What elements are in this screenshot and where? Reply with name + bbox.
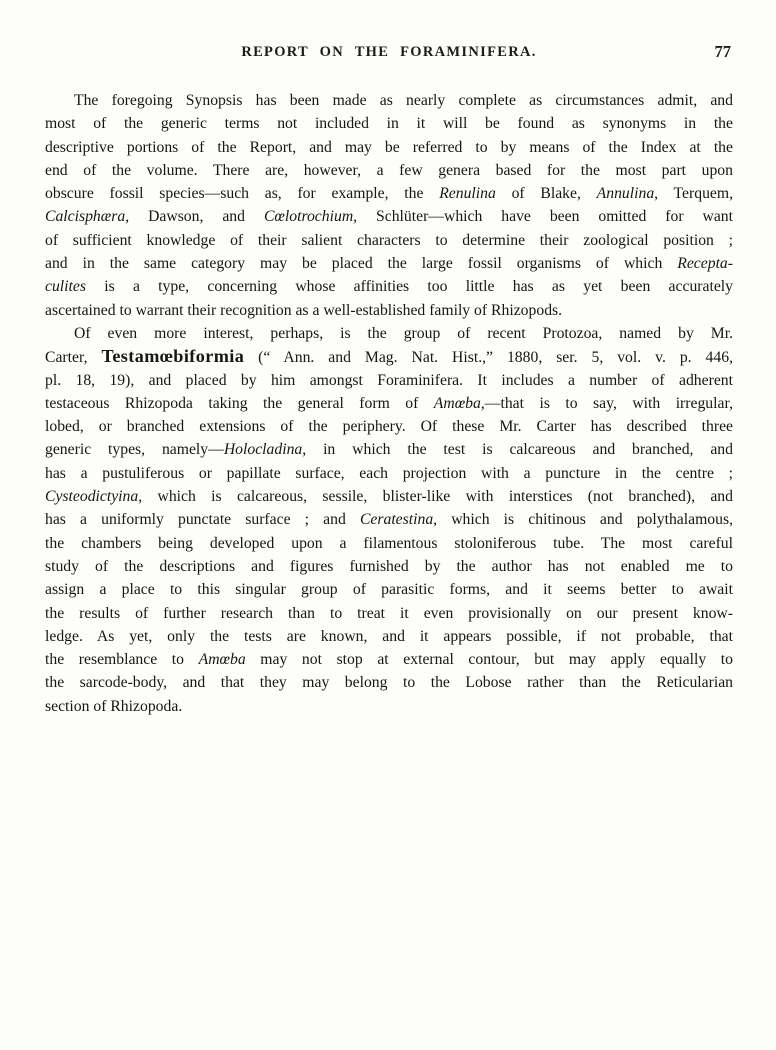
text-segment: obscure fossil species—such as, for example, the <box>45 185 440 203</box>
text-segment: pl. 18, 19), and placed by him amongst Foraminifera. It includes a number of adherent <box>45 371 733 389</box>
text-segment: ,—that is to say, with irregular, <box>480 394 733 412</box>
text-line <box>45 159 733 182</box>
text-line <box>45 112 733 135</box>
text-line <box>45 182 733 205</box>
taxon-name-italic: Renulina <box>439 185 496 203</box>
taxon-name-italic: Calcisphæra <box>45 208 126 226</box>
text-line <box>45 229 733 252</box>
text-segment: ledge. As yet, only the tests are known, and it appears possible, if not probable, that <box>45 627 733 645</box>
text-line <box>45 252 733 275</box>
group-name-bold: Testamœbiformia <box>101 346 245 367</box>
text-line <box>45 508 733 531</box>
text-line <box>45 485 733 508</box>
text-segment: the results of further research than to treat it even provisionally on our present know- <box>45 604 733 622</box>
text-line <box>45 345 733 368</box>
text-segment: of sufficient knowledge of their salient characters to determine their zoological position ; <box>45 231 733 249</box>
text-segment: The foregoing Synopsis has been made as nearly complete as circumstances admit, and <box>74 92 733 109</box>
text-segment: the chambers being developed upon a filamentous stoloniferous tube. The most careful <box>45 534 733 552</box>
taxon-name-italic: Amœba <box>433 394 481 412</box>
taxon-name-italic: Recepta- <box>677 255 733 273</box>
text-segment: most of the generic terms not included in it will be found as synonyms in the <box>45 115 733 133</box>
text-segment: has a uniformly punctate surface ; and <box>45 511 360 529</box>
text-line <box>45 322 733 345</box>
text-line <box>45 136 733 159</box>
text-line <box>45 89 733 112</box>
taxon-name-italic: Holocladina <box>223 441 303 459</box>
text-segment: has a pustuliferous or papillate surface, each projection with a puncture in the centre ; <box>45 464 733 482</box>
taxon-name-italic: culites <box>45 278 86 296</box>
text-line <box>45 625 733 648</box>
taxon-name-italic: Annulina <box>596 185 655 203</box>
paragraph <box>45 322 733 718</box>
text-segment: assign a place to this singular group of parasitic forms, and it seems better to await <box>45 581 733 599</box>
text-segment: ascertained to warrant their recognition as a well-established family of Rhizopods. <box>45 301 563 319</box>
text-segment: , which is calcareous, sessile, blister-like with interstices (not branched), and <box>138 488 733 506</box>
text-segment: may not stop at external contour, but may apply equally to <box>245 651 733 669</box>
text-segment: (“ Ann. and Mag. Nat. Hist.,” 1880, ser. 5, vol. v. p. 446, <box>244 349 733 367</box>
text-segment: study of the descriptions and figures furnished by the author has not enabled me to <box>45 557 733 575</box>
taxon-name-italic: Cœlotrochium <box>263 208 354 226</box>
taxon-name-italic: Ceratestina <box>359 511 434 529</box>
text-segment: Carter, <box>45 349 102 367</box>
text-segment: is a type, concerning whose affinities too little has as yet been accurately <box>85 278 733 296</box>
text-line <box>45 695 733 718</box>
text-line <box>45 462 733 485</box>
taxon-name-italic: Amœba <box>198 651 246 669</box>
text-line <box>45 555 733 578</box>
text-line <box>45 532 733 555</box>
text-segment: end of the volume. There are, however, a few genera based for the most part upon <box>45 161 733 179</box>
text-segment: testaceous Rhizopoda taking the general form of <box>45 394 434 412</box>
text-segment: , Schlüter—which have been omitted for want <box>353 208 733 226</box>
text-segment: generic types, namely— <box>45 441 224 459</box>
text-segment: section of Rhizopoda. <box>45 697 183 715</box>
text-segment: the resemblance to <box>45 651 199 669</box>
text-line <box>45 392 733 415</box>
text-segment: Of even more interest, perhaps, is the group of recent Protozoa, named by Mr. <box>74 324 733 342</box>
taxon-name-italic: Cysteodictyina <box>45 488 139 506</box>
text-line <box>45 299 733 322</box>
text-segment: and in the same category may be placed the large fossil organisms of which <box>45 255 678 273</box>
text-segment: of Blake, <box>495 185 597 203</box>
page-number: 77 <box>714 42 731 61</box>
text-segment: , Dawson, and <box>125 208 264 226</box>
text-line <box>45 415 733 438</box>
text-line <box>45 602 733 625</box>
text-line <box>45 275 733 298</box>
text-line <box>45 578 733 601</box>
page-header <box>45 44 733 66</box>
text-line <box>45 648 733 671</box>
text-line <box>45 205 733 228</box>
text-segment: descriptive portions of the Report, and may be referred to by means of the Index at the <box>45 138 733 156</box>
text-segment: , which is chitinous and polythalamous, <box>433 511 733 529</box>
text-segment: lobed, or branched extensions of the periphery. Of these Mr. Carter has described three <box>45 418 733 436</box>
text-line <box>45 671 733 694</box>
text-block <box>45 89 733 718</box>
running-title: REPORT ON THE FORAMINIFERA. <box>241 44 537 60</box>
text-line <box>45 438 733 461</box>
text-segment: , Terquem, <box>654 185 733 203</box>
paragraph <box>45 89 733 322</box>
text-segment: the sarcode-body, and that they may belong to the Lobose rather than the Reticularian <box>45 674 733 692</box>
text-segment: , in which the test is calcareous and branched, and <box>302 441 733 459</box>
text-line <box>45 369 733 392</box>
